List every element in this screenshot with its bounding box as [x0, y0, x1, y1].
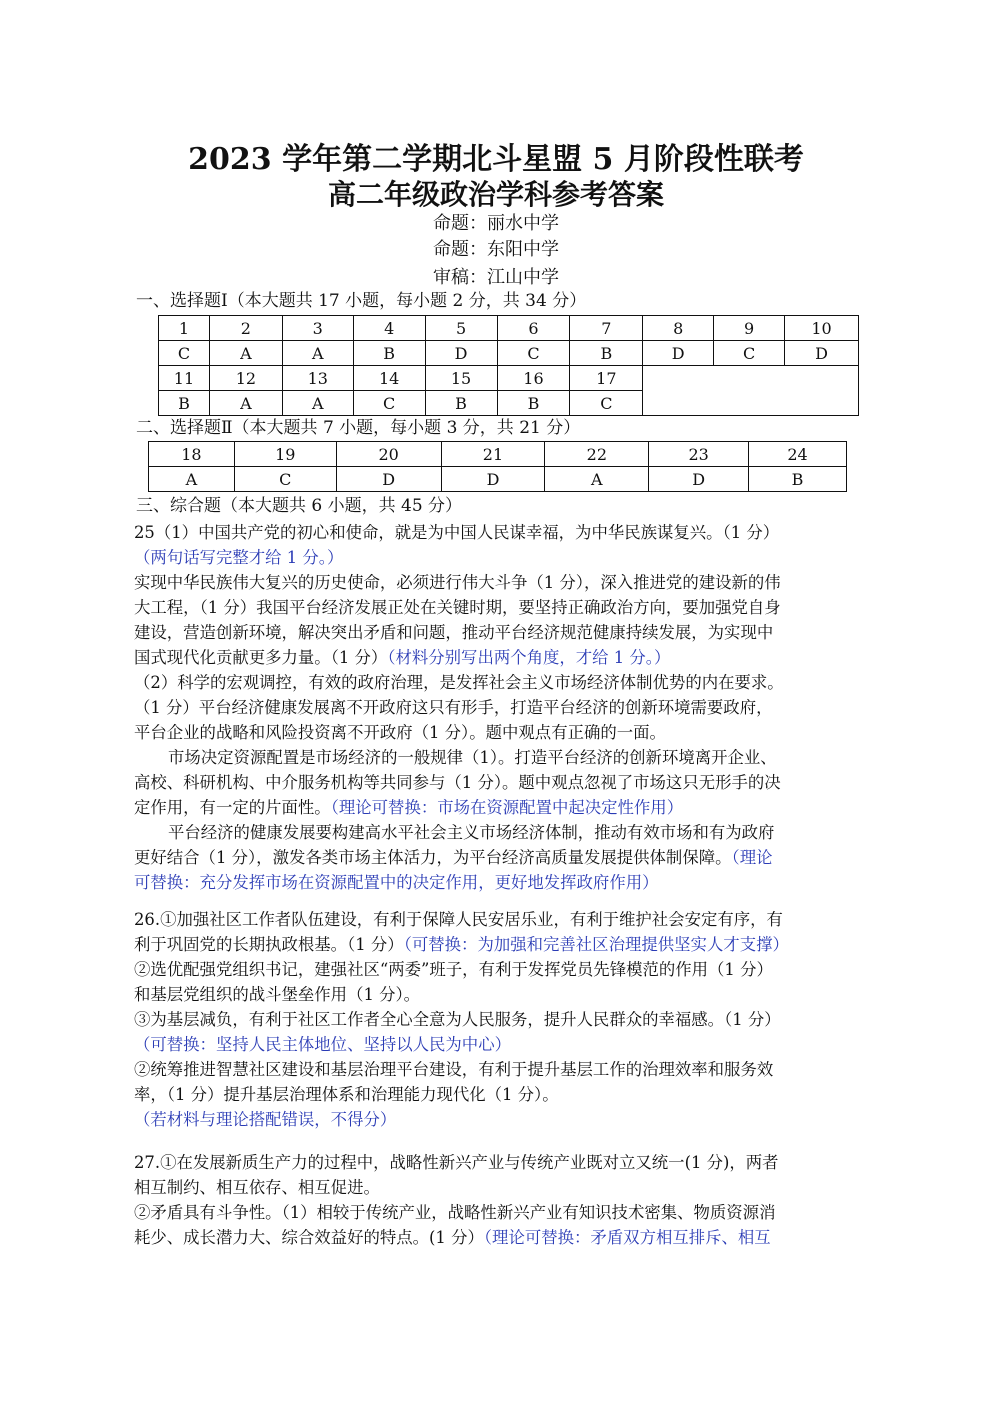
question-number: 21: [441, 442, 545, 467]
text-segment: 国式现代化贡献更多力量。（1 分）: [134, 648, 388, 667]
answer-cell: B: [353, 341, 425, 366]
answer-cell: C: [714, 341, 785, 366]
text-line: 高校、科研机构、中介服务机构等共同参与（1 分）。题中观点忽视了市场这只无形手的决: [134, 773, 781, 792]
scoring-note: （理论可替换：市场在资源配置中起决定性作用）: [330, 798, 684, 817]
answer-cell: D: [425, 341, 497, 366]
text-line: [134, 645, 862, 670]
scoring-note: （理论可替换：矛盾双方相互排斥、相互: [483, 1228, 771, 1247]
scoring-note: （可替换：坚持人民主体地位、坚持以人民为中心）: [134, 1035, 511, 1054]
question-number: 20: [336, 442, 441, 467]
text-line: 平台企业的战略和风险投资离不开政府（1 分）。题中观点有正确的一面。: [134, 723, 666, 742]
answer-cell: C: [159, 341, 210, 366]
text-segment: 更好结合（1 分），激发各类市场主体活力，为平台经济高质量发展提供体制保障。: [134, 848, 732, 867]
empty-cell: [643, 366, 859, 416]
text-segment: 耗少、成长潜力大、综合效益好的特点。(1 分）: [134, 1228, 484, 1247]
answer-cell: C: [497, 341, 570, 366]
question-number: 1: [159, 316, 210, 341]
q25-answer: [134, 520, 862, 895]
text-line: （2）科学的宏观调控，有效的政府治理，是发挥社会主义市场经济体制优势的内在要求。: [134, 673, 784, 692]
question-number: 9: [714, 316, 785, 341]
answer-cell: D: [649, 467, 749, 492]
question-number: 10: [785, 316, 859, 341]
answer-table-1: [158, 315, 859, 416]
question-number: 3: [282, 316, 353, 341]
table-row: [149, 442, 847, 467]
question-number: 6: [497, 316, 570, 341]
document-title: 2023 学年第二学期北斗星盟 5 月阶段性联考: [188, 142, 804, 177]
text-line: 和基层党组织的战斗堡垒作用（1 分）。: [134, 985, 421, 1004]
text-segment: 利于巩固党的长期执政根基。（1 分）: [134, 935, 404, 954]
section2-heading: 二、选择题Ⅱ（本大题共 7 小题，每小题 3 分，共 21 分）: [136, 418, 581, 438]
author-line-1: 命题：丽水中学: [433, 213, 559, 234]
text-line: 26.①加强社区工作者队伍建设，有利于保障人民安居乐业，有利于维护社会安定有序，有: [134, 910, 783, 929]
text-line: 相互制约、相互依存、相互促进。: [134, 1178, 380, 1197]
scoring-note: （若材料与理论搭配错误，不得分）: [134, 1110, 397, 1129]
text-line: 25（1）中国共产党的初心和使命，就是为中国人民谋幸福，为中华民族谋复兴。（1 分）: [134, 523, 780, 542]
question-number: 8: [643, 316, 714, 341]
question-number: 14: [353, 366, 425, 391]
scoring-note: （可替换：为加强和完善社区治理提供坚实人才支撑）: [403, 935, 789, 954]
answer-cell: A: [282, 391, 353, 416]
answer-cell: A: [149, 467, 235, 492]
answer-cell: A: [209, 391, 282, 416]
scoring-note: 可替换：充分发挥市场在资源配置中的决定作用，更好地发挥政府作用）: [134, 873, 659, 892]
answer-cell: D: [441, 467, 545, 492]
text-line: [134, 795, 862, 820]
question-number: 19: [234, 442, 336, 467]
question-number: 11: [159, 366, 210, 391]
text-line: 实现中华民族伟大复兴的历史使命，必须进行伟大斗争（1 分），深入推进党的建设新的伟: [134, 573, 781, 592]
scoring-note: （材料分别写出两个角度，才给 1 分。）: [387, 648, 671, 667]
text-segment: 定作用，有一定的片面性。: [134, 798, 331, 817]
question-number: 2: [209, 316, 282, 341]
table-row: [149, 467, 847, 492]
answer-cell: B: [159, 391, 210, 416]
answer-cell: B: [497, 391, 570, 416]
question-number: 24: [749, 442, 847, 467]
reviewer-line: 审稿：江山中学: [433, 267, 559, 288]
section1-heading: 一、选择题Ⅰ（本大题共 17 小题，每小题 2 分，共 34 分）: [136, 291, 587, 311]
answer-cell: A: [209, 341, 282, 366]
text-line: [134, 845, 862, 870]
answer-cell: A: [545, 467, 649, 492]
answer-cell: C: [353, 391, 425, 416]
answer-cell: C: [570, 391, 643, 416]
document-subtitle: 高二年级政治学科参考答案: [327, 178, 664, 211]
text-line: [134, 932, 862, 957]
text-line: 27.①在发展新质生产力的过程中，战略性新兴产业与传统产业既对立又统一(1 分)，两者: [134, 1153, 779, 1172]
question-number: 7: [570, 316, 643, 341]
answer-cell: C: [234, 467, 336, 492]
table-row: [159, 316, 859, 341]
question-number: 17: [570, 366, 643, 391]
question-number: 13: [282, 366, 353, 391]
answer-cell: D: [785, 341, 859, 366]
answer-cell: D: [643, 341, 714, 366]
text-line: （1 分）平台经济健康发展离不开政府这只有形手，打造平台经济的创新环境需要政府，: [134, 698, 773, 717]
q26-answer: [134, 907, 862, 1132]
question-number: 22: [545, 442, 649, 467]
answer-cell: B: [570, 341, 643, 366]
text-line: 市场决定资源配置是市场经济的一般规律（1）。打造平台经济的创新环境离开企业、: [168, 748, 777, 767]
text-line: 平台经济的健康发展要构建高水平社会主义市场经济体制，推动有效市场和有为政府: [168, 823, 775, 842]
question-number: 15: [425, 366, 497, 391]
question-number: 18: [149, 442, 235, 467]
answer-cell: B: [425, 391, 497, 416]
question-number: 5: [425, 316, 497, 341]
section3-heading: 三、综合题（本大题共 6 小题，共 45 分）: [136, 496, 463, 516]
text-line: ②统筹推进智慧社区建设和基层治理平台建设，有利于提升基层工作的治理效率和服务效: [134, 1060, 774, 1079]
question-number: 16: [497, 366, 570, 391]
answer-cell: A: [282, 341, 353, 366]
text-line: 建设，营造创新环境，解决突出矛盾和问题，推动平台经济规范健康持续发展，为实现中: [134, 623, 774, 642]
question-number: 4: [353, 316, 425, 341]
q27-answer: [134, 1150, 862, 1250]
answer-cell: D: [336, 467, 441, 492]
text-line: [134, 1225, 862, 1250]
text-line: ③为基层减负，有利于社区工作者全心全意为人民服务，提升人民群众的幸福感。（1 分）: [134, 1010, 781, 1029]
question-number: 12: [209, 366, 282, 391]
text-line: ②矛盾具有斗争性。（1）相较于传统产业，战略性新兴产业有知识技术密集、物质资源消: [134, 1203, 776, 1222]
scoring-note: （两句话写完整才给 1 分。）: [134, 548, 344, 567]
table-row: [159, 366, 859, 391]
answer-table-2: [148, 441, 847, 492]
text-line: 率，（1 分）提升基层治理体系和治理能力现代化（1 分）。: [134, 1085, 559, 1104]
table-row: [159, 341, 859, 366]
scoring-note: （理论: [731, 848, 773, 867]
question-number: 23: [649, 442, 749, 467]
author-line-2: 命题：东阳中学: [433, 239, 559, 260]
text-line: ②选优配强党组织书记，建强社区“两委”班子，有利于发挥党员先锋模范的作用（1 分）: [134, 960, 773, 979]
answer-cell: B: [749, 467, 847, 492]
text-line: 大工程，（1 分）我国平台经济发展正处在关键时期，要坚持正确政治方向，要加强党自身: [134, 598, 781, 617]
